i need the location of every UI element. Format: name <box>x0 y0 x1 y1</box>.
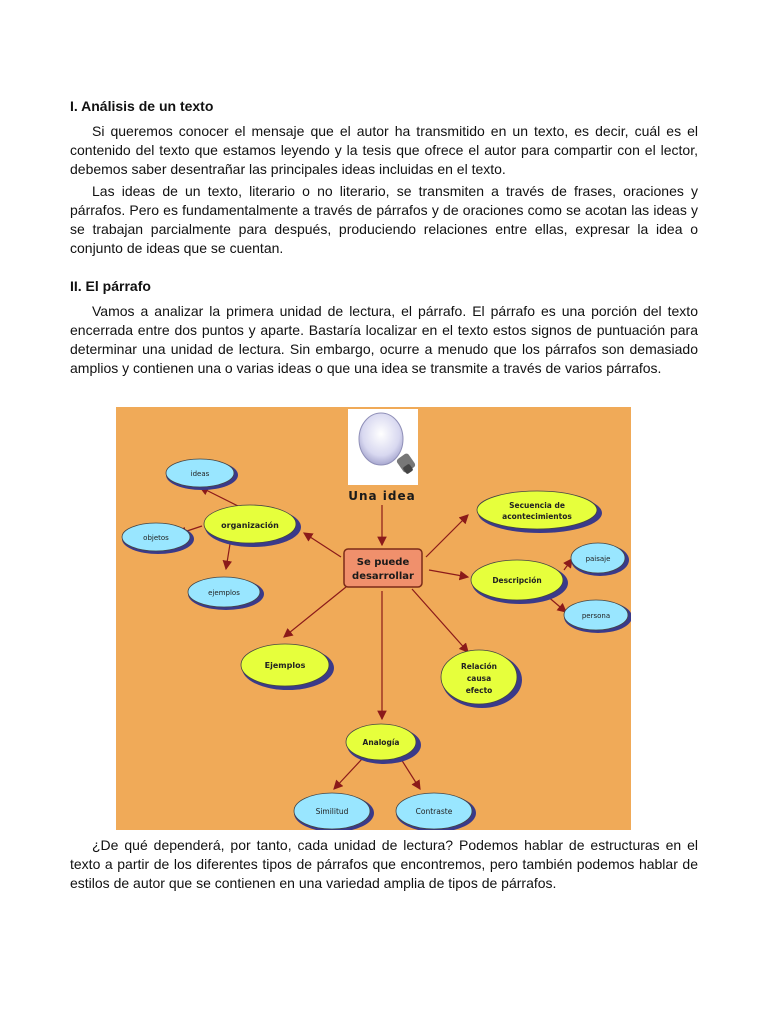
arrow-center-organizacion <box>304 533 341 557</box>
node-se-puede-desarrollar <box>344 549 422 587</box>
label-objetos: objetos <box>143 534 169 542</box>
paragraph-1: Si queremos conocer el mensaje que el autor ha transmitido en un texto, es decir, cuál es el contenido del texto que estamos leyendo y la tesis que ofrece el autor para compartir con el lector, debemos saber desentrañar las principales ideas incluidas en el texto. <box>70 123 698 177</box>
label-paisaje: paisaje <box>585 555 611 563</box>
arrow-center-descripcion <box>429 570 468 577</box>
label-persona: persona <box>581 612 611 620</box>
label-similitud: Similitud <box>315 807 349 816</box>
node-similitud <box>294 793 374 830</box>
paragraph-2: Las ideas de un texto, literario o no literario, se transmiten a través de frases, oraciones y párrafos. Pero es fundamentalmente a través de párrafos y de oraciones como se acotan las ideas y se trabajan parcialmente para después, produciendo relaciones entre ellas, expresar la idea o conjunto de ideas que se cuentan. <box>70 183 698 256</box>
node-relacion <box>441 650 522 708</box>
label-secuencia-1: Secuencia de <box>509 501 565 510</box>
label-relacion-2: causa <box>466 674 492 683</box>
node-analogia <box>346 724 421 764</box>
node-persona <box>564 600 631 633</box>
paragraph-3: Vamos a analizar la primera unidad de lectura, el párrafo. El párrafo es una porción del texto encerrada entre dos puntos y aparte. Bastaría localizar en el texto estos signos de puntuación para determinar una unidad de lectura. Sin embargo, ocurre a menudo que los párrafos son demasiado amplios y contienen una o varias ideas o que una idea se transmite a través de varios párrafos. <box>70 303 698 376</box>
heading-parrafo: II. El párrafo <box>70 278 151 294</box>
label-contraste: Contraste <box>415 807 453 816</box>
concept-map-svg <box>116 407 631 830</box>
arrow-center-ejemplos <box>284 587 346 637</box>
concept-map <box>116 407 631 830</box>
arrow-organizacion-ejemplos <box>226 544 230 569</box>
node-secuencia <box>477 491 602 533</box>
lightbulb-icon <box>348 409 418 485</box>
node-organizacion <box>204 505 301 547</box>
node-ejemplos <box>241 644 334 690</box>
center-line2: desarrollar <box>352 571 414 582</box>
paragraph-4: ¿De qué dependerá, por tanto, cada unidad de lectura? Podemos hablar de estructuras en el texto a partir de los diferentes tipos de párrafos que encontremos, pero también podemos hablar de estilos de autor que se contienen en una variedad amplia de tipos de párrafos. <box>70 837 698 891</box>
label-ideas: ideas <box>190 470 210 478</box>
label-relacion-1: Relación <box>460 662 498 671</box>
node-ideas <box>166 459 238 490</box>
node-descripcion <box>471 560 568 604</box>
arrow-descripcion-paisaje <box>564 559 572 570</box>
arrow-center-relacion <box>412 589 468 652</box>
label-analogia: Analogía <box>362 738 400 747</box>
node-objetos <box>122 523 194 554</box>
label-relacion-3: efecto <box>465 686 493 695</box>
label-descripcion: Descripción <box>492 576 542 585</box>
node-contraste <box>396 793 476 830</box>
label-secuencia-2: acontecimientos <box>502 512 572 521</box>
arrow-analogia-similitud <box>334 759 362 789</box>
label-ejemplos-small: ejemplos <box>208 589 240 597</box>
center-line1: Se puede <box>356 557 410 568</box>
node-ejemplos-small <box>188 577 264 610</box>
heading-analisis: I. Análisis de un texto <box>70 98 214 114</box>
arrow-center-secuencia <box>426 515 468 557</box>
node-paisaje <box>571 543 629 576</box>
label-organizacion: organización <box>221 521 279 530</box>
arrow-analogia-contraste <box>401 759 420 789</box>
label-ejemplos: Ejemplos <box>264 661 306 670</box>
title-una-idea: Una idea <box>348 489 416 503</box>
